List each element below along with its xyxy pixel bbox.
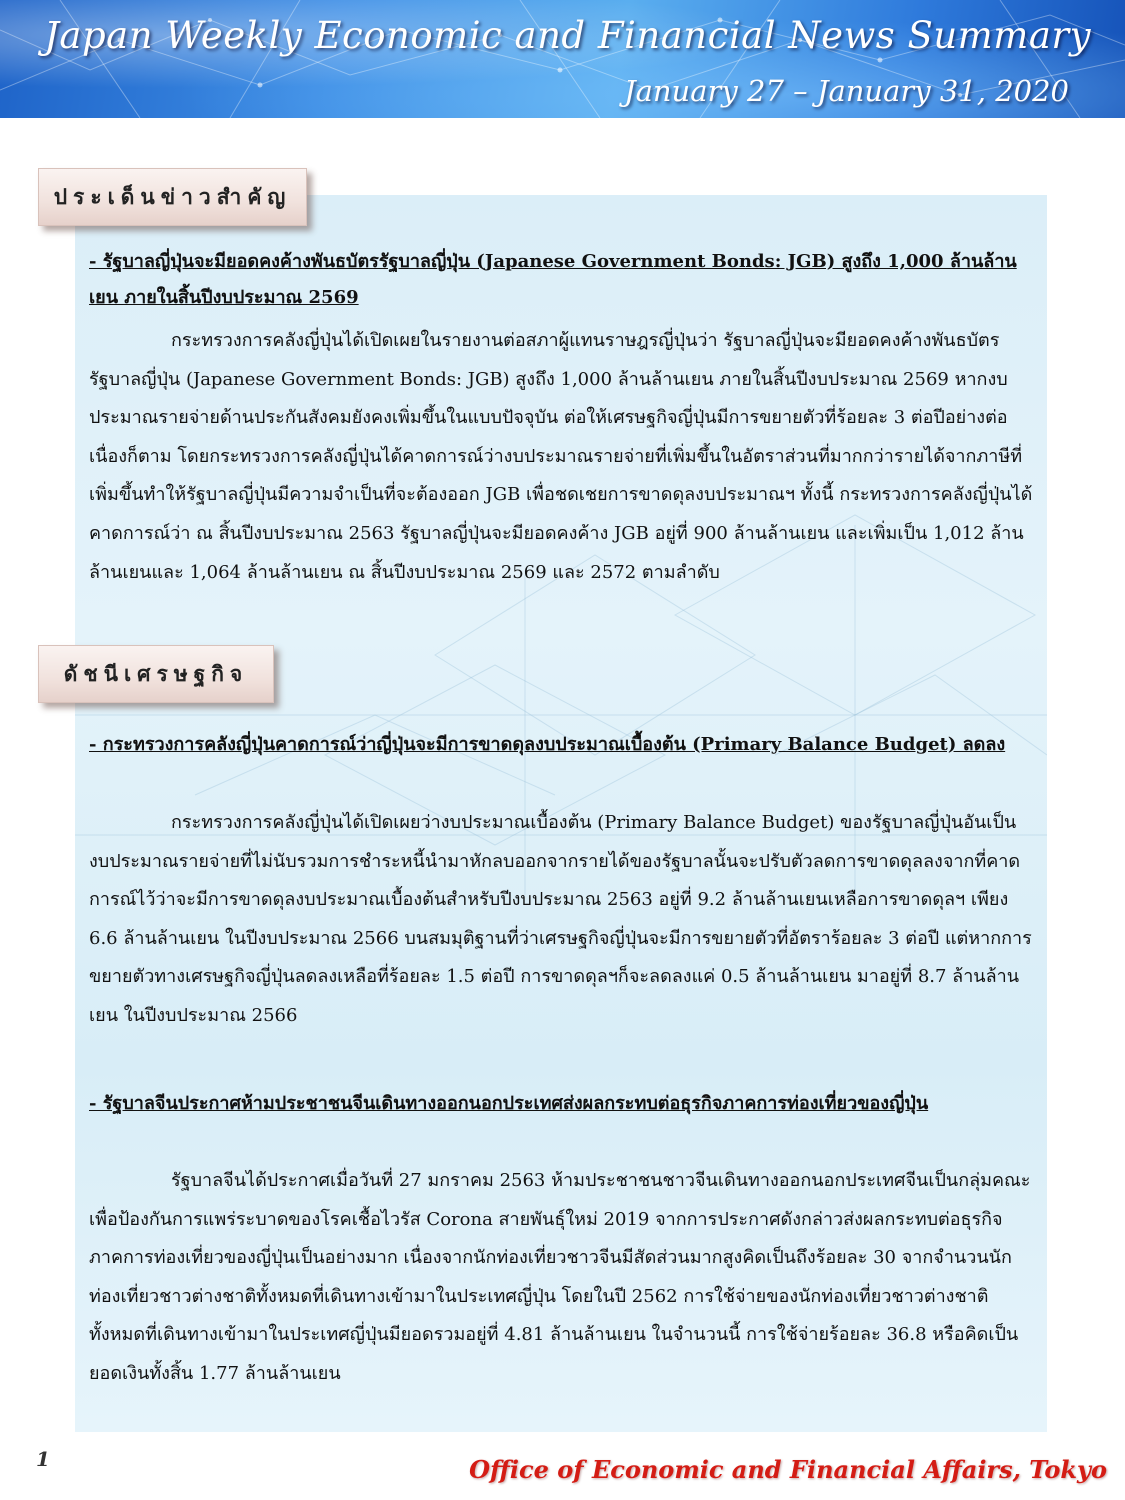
section-tag-key-news: ประเด็นข่าวสำคัญ <box>38 168 307 226</box>
body-text: กระทรวงการคลังญี่ปุ่นได้เปิดเผยในรายงานต่อสภาผู้แทนราษฎรญี่ปุ่นว่า รัฐบาลญี่ปุ่นจะมียอดคงค้างพันธบัตรรัฐบาลญี่ปุ่น (Japanese Government Bonds: JGB) สูงถึง 1,000 ล้านล้านเยน ภายในสิ้นปีงบประมาณ 2569 หากงบประมาณรายจ่ายด้านประกันสังคมยังคงเพิ่มขึ้นในแบบปัจจุบัน ต่อให้เศรษฐกิจญี่ปุ่นมีการขยายตัวที่ร้อยละ 3 ต่อปีอย่างต่อเนื่องก็ตาม โดยกระทรวงการคลังญี่ปุ่นได้คาดการณ์ว่างบประมาณรายจ่ายที่เพิ่มขึ้นในอัตราส่วนที่มากกว่ารายได้จากภาษีที่เพิ่มขึ้นทำให้รัฐบาลญี่ปุ่นมีความจำเป็นที่จะต้องออก JGB เพื่อชดเชยการขาดดุลงบประมาณฯ ทั้งนี้ กระทรวงการคลังญี่ปุ่นได้คาดการณ์ว่า ณ สิ้นปีงบประมาณ 2563 รัฐบาลญี่ปุ่นจะมียอดคงค้าง JGB อยู่ที่ 900 ล้านล้านเยน และเพิ่มเป็น 1,012 ล้านล้านเยนและ 1,064 ล้านล้านเยน ณ สิ้นปีงบประมาณ 2569 และ 2572 ตามลำดับ <box>89 330 1033 583</box>
article-2-body <box>89 804 1034 1036</box>
headline-text: - รัฐบาลญี่ปุ่นจะมียอดคงค้างพันธบัตรรัฐบาลญี่ปุ่น (Japanese Government Bonds: JGB) สูงถึง 1,000 ล้านล้านเยน ภายในสิ้นปีงบประมาณ 2569 <box>89 251 1017 308</box>
headline-text: - รัฐบาลจีนประกาศห้ามประชาชนจีนเดินทางออกนอกประเทศส่งผลกระทบต่อธุรกิจภาคการท่องเที่ยวของญี่ปุ่น <box>89 1093 929 1114</box>
article-1-headline <box>89 244 1034 316</box>
headline-text: - กระทรวงการคลังญี่ปุ่นคาดการณ์ว่าญี่ปุ่นจะมีการขาดดุลงบประมาณเบื้องต้น (Primary Balance Budget) ลดลง <box>89 734 1006 755</box>
article-2-headline <box>89 727 1034 763</box>
article-3-headline <box>89 1086 1034 1122</box>
body-text: กระทรวงการคลังญี่ปุ่นได้เปิดเผยว่างบประมาณเบื้องต้น (Primary Balance Budget) ของรัฐบาลญี่ปุ่นอันเป็นงบประมาณรายจ่ายที่ไม่นับรวมการชำระหนี้นำมาหักลบออกจากรายได้ของรัฐบาลนั้นจะปรับตัวลดการขาดดุลลงจากที่คาดการณ์ไว้ว่าจะมีการขาดดุลงบประมาณเบื้องต้นสำหรับปีงบประมาณ 2563 อยู่ที่ 9.2 ล้านล้านเยนเหลือการขาดดุลฯ เพียง 6.6 ล้านล้านเยน ในปีงบประมาณ 2566 บนสมมุติฐานที่ว่าเศรษฐกิจญี่ปุ่นจะมีการขยายตัวที่อัตราร้อยละ 3 ต่อปี แต่หากการขยายตัวทางเศรษฐกิจญี่ปุ่นลดลงเหลือที่ร้อยละ 1.5 ต่อปี การขาดดุลฯก็จะลดลงแค่ 0.5 ล้านล้านเยน มาอยู่ที่ 8.7 ล้านล้านเยน ในปีงบประมาณ 2566 <box>89 812 1032 1026</box>
article-1-body <box>89 322 1034 592</box>
newsletter-title: Japan Weekly Economic and Financial News Summary <box>44 14 1091 57</box>
body-text: รัฐบาลจีนได้ประกาศเมื่อวันที่ 27 มกราคม 2563 ห้ามประชาชนชาวจีนเดินทางออกนอกประเทศจีนเป็นกลุ่มคณะเพื่อป้องกันการแพร่ระบาดของโรคเชื้อไวรัส Corona สายพันธุ์ใหม่ 2019 จากการประกาศดังกล่าวส่งผลกระทบต่อธุรกิจภาคการท่องเที่ยวของญี่ปุ่นเป็นอย่างมาก เนื่องจากนักท่องเที่ยวชาวจีนมีสัดส่วนมากสูงคิดเป็นถึงร้อยละ 30 จากจำนวนนักท่องเที่ยวชาวต่างชาติทั้งหมดที่เดินทางเข้ามาในประเทศญี่ปุ่น โดยในปี 2562 การใช้จ่ายของนักท่องเที่ยวชาวต่างชาติทั้งหมดที่เดินทางเข้ามาในประเทศญี่ปุ่นมียอดรวมอยู่ที่ 4.81 ล้านล้านเยน ในจำนวนนี้ การใช้จ่ายร้อยละ 36.8 หรือคิดเป็นยอดเงินทั้งสิ้น 1.77 ล้านล้านเยน <box>89 1170 1031 1384</box>
page-number: 1 <box>36 1447 50 1471</box>
article-3-body <box>89 1162 1034 1394</box>
section-tag-economic-indicators: ดัชนีเศรษฐกิจ <box>38 645 274 703</box>
header-banner <box>0 0 1125 118</box>
footer-office-name: Office of Economic and Financial Affairs, Tokyo <box>469 1455 1107 1484</box>
newsletter-date-range: January 27 – January 31, 2020 <box>623 74 1069 108</box>
